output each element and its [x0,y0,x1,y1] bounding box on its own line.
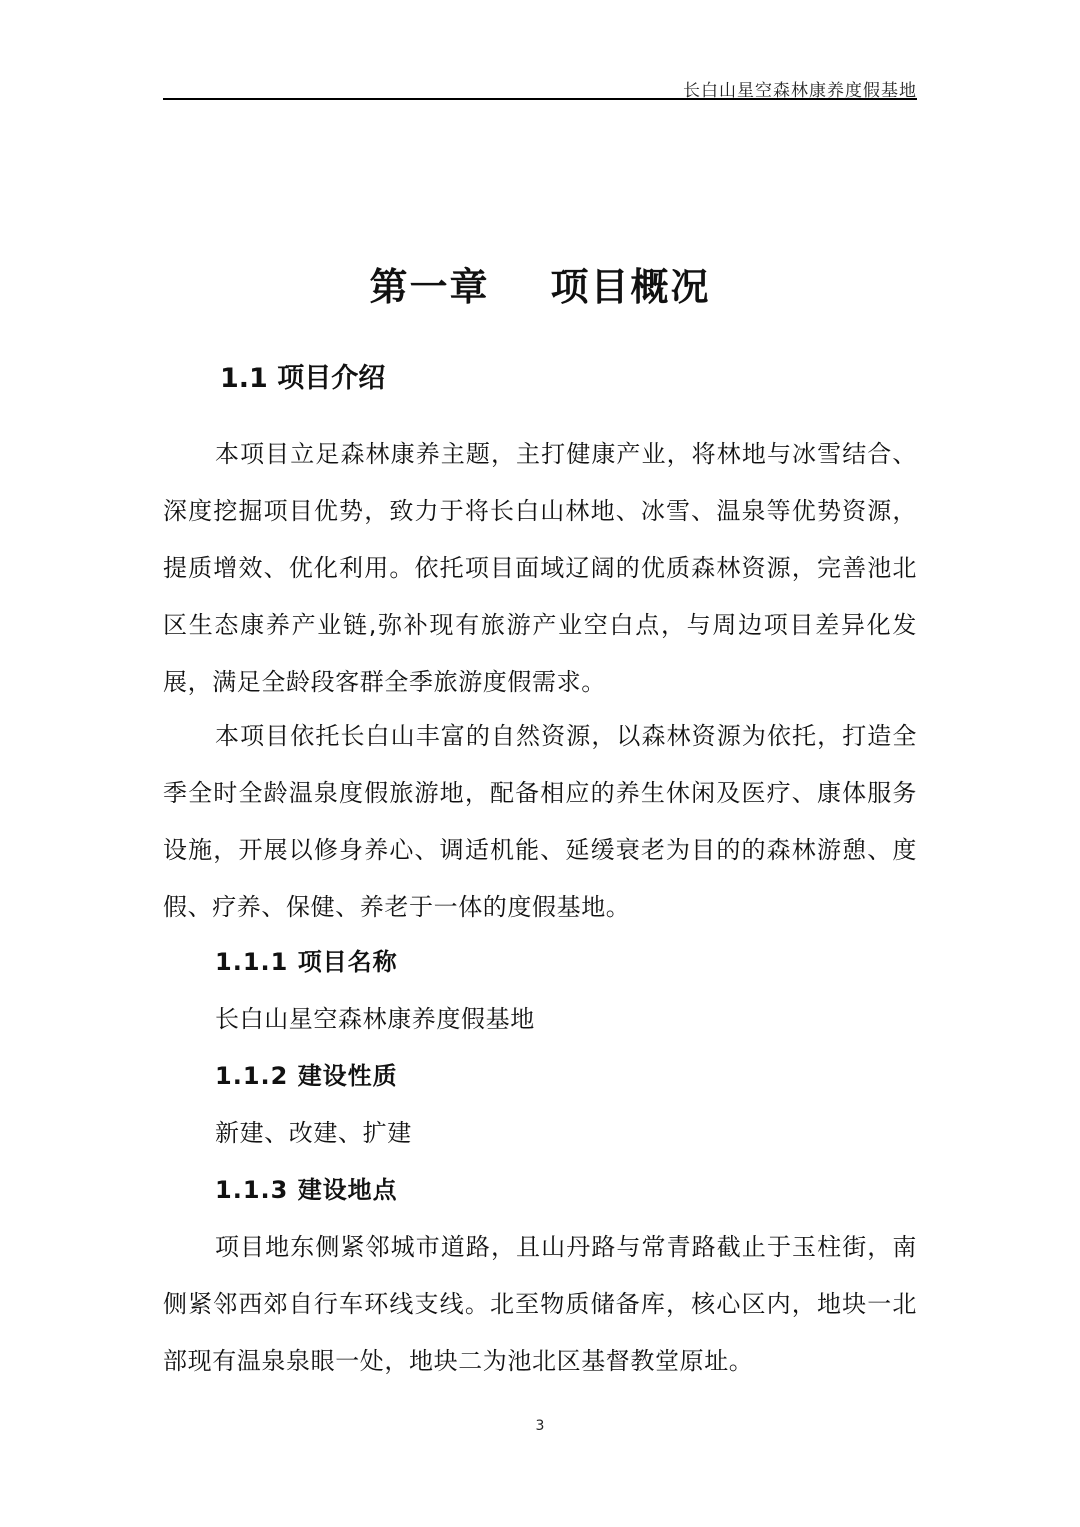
construction-nature-text: 新建、改建、扩建 [215,1119,412,1147]
running-header: 长白山星空森林康养度假基地 [683,81,917,101]
chapter-title: 第一章 项目概况 [369,265,711,309]
project-name-text: 长白山星空森林康养度假基地 [215,1005,535,1033]
construction-location-paragraph: 项目地东侧紧邻城市道路，且山丹路与常青路截止于玉柱街，南侧紧邻西郊自行车环线支线。北至物质储备库，核心区内，地块一北部现有温泉泉眼一处，地块二为池北区基督教堂原址。 [163,1233,917,1375]
intro-paragraph-1: 本项目立足森林康养主题，主打健康产业，将林地与冰雪结合、深度挖掘项目优势，致力于将长白山林地、冰雪、温泉等优势资源，提质增效、优化利用。依托项目面域辽阔的优质森林资源，完善池北区生态康养产业链,弥补现有旅游产业空白点，与周边项目差异化发展，满足全龄段客群全季旅游度假需求。 [163,440,917,696]
subsection-heading-construction-nature: 1.1.2 建设性质 [215,1062,398,1090]
intro-paragraph-2: 本项目依托长白山丰富的自然资源，以森林资源为依托，打造全季全时全龄温泉度假旅游地，配备相应的养生休闲及医疗、康体服务设施，开展以修身养心、调适机能、延缓衰老为目的的森林游憩、度假、疗养、保健、养老于一体的度假基地。 [163,722,917,921]
section-title: 1.1 项目介绍 [220,363,386,394]
page-number: 3 [535,1418,545,1434]
subsection-heading-project-name: 1.1.1 项目名称 [215,948,398,976]
header-divider [163,98,917,100]
subsection-heading-construction-location: 1.1.3 建设地点 [215,1176,398,1204]
